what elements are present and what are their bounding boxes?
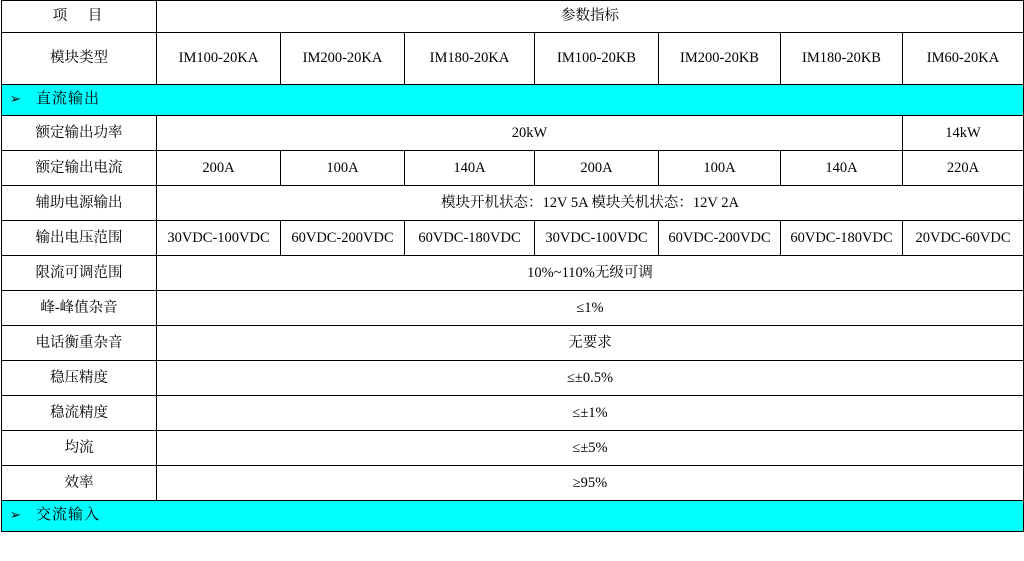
section-label: 交流输入 xyxy=(36,507,101,524)
table-row xyxy=(2,221,1024,256)
table-row xyxy=(2,326,1024,361)
row-value: 30VDC-100VDC xyxy=(157,221,281,256)
table-header-row xyxy=(2,1,1024,33)
table-row xyxy=(2,361,1024,396)
row-label: 均流 xyxy=(2,431,157,466)
module-model-cell: IM200-20KA xyxy=(281,33,405,85)
arrow-right-icon: ➢ xyxy=(10,91,21,107)
specification-table xyxy=(1,0,1024,532)
table-body xyxy=(2,1,1024,532)
table-row xyxy=(2,466,1024,501)
row-value: 140A xyxy=(405,151,535,186)
row-value: 20kW xyxy=(157,116,903,151)
arrow-right-icon: ➢ xyxy=(10,507,21,523)
header-spec-cell: 参数指标 xyxy=(157,1,1024,33)
row-value: ≤1% xyxy=(157,291,1024,326)
section-label: 直流输出 xyxy=(36,91,101,108)
row-label: 效率 xyxy=(2,466,157,501)
row-label: 稳压精度 xyxy=(2,361,157,396)
table-row xyxy=(2,291,1024,326)
module-model-cell: IM180-20KA xyxy=(405,33,535,85)
row-value: 60VDC-200VDC xyxy=(659,221,781,256)
row-label: 额定输出电流 xyxy=(2,151,157,186)
row-value: 60VDC-180VDC xyxy=(405,221,535,256)
row-value: 60VDC-200VDC xyxy=(281,221,405,256)
row-value: ≤±0.5% xyxy=(157,361,1024,396)
row-value: ≤±1% xyxy=(157,396,1024,431)
table-row xyxy=(2,151,1024,186)
row-label: 稳流精度 xyxy=(2,396,157,431)
row-value: 200A xyxy=(535,151,659,186)
row-value: 无要求 xyxy=(157,326,1024,361)
module-model-cell: IM100-20KA xyxy=(157,33,281,85)
row-value: 30VDC-100VDC xyxy=(535,221,659,256)
row-value: ≤±5% xyxy=(157,431,1024,466)
table-row xyxy=(2,396,1024,431)
row-value: 10%~110%无级可调 xyxy=(157,256,1024,291)
module-model-cell: IM200-20KB xyxy=(659,33,781,85)
module-model-cell: IM60-20KA xyxy=(903,33,1024,85)
row-value: 20VDC-60VDC xyxy=(903,221,1024,256)
row-value: ≥95% xyxy=(157,466,1024,501)
row-label: 输出电压范围 xyxy=(2,221,157,256)
section-row-dc-output xyxy=(2,85,1024,116)
module-type-row xyxy=(2,33,1024,85)
row-label: 限流可调范围 xyxy=(2,256,157,291)
table-row xyxy=(2,116,1024,151)
row-value: 100A xyxy=(659,151,781,186)
row-label: 额定输出功率 xyxy=(2,116,157,151)
row-label: 电话衡重杂音 xyxy=(2,326,157,361)
row-value: 模块开机状态：12V 5A 模块关机状态：12V 2A xyxy=(157,186,1024,221)
module-type-label: 模块类型 xyxy=(2,33,157,85)
row-value: 220A xyxy=(903,151,1024,186)
row-label: 峰-峰值杂音 xyxy=(2,291,157,326)
table-row xyxy=(2,256,1024,291)
row-value: 200A xyxy=(157,151,281,186)
row-value: 60VDC-180VDC xyxy=(781,221,903,256)
section-row-ac-input xyxy=(2,501,1024,532)
header-item-label: 项 目 xyxy=(52,8,106,25)
table-row xyxy=(2,431,1024,466)
row-value: 14kW xyxy=(903,116,1024,151)
row-value: 140A xyxy=(781,151,903,186)
row-label: 辅助电源输出 xyxy=(2,186,157,221)
module-model-cell: IM100-20KB xyxy=(535,33,659,85)
header-item-cell xyxy=(2,1,157,33)
section-header-cell xyxy=(2,85,1024,116)
module-model-cell: IM180-20KB xyxy=(781,33,903,85)
section-header-cell xyxy=(2,501,1024,532)
table-row xyxy=(2,186,1024,221)
row-value: 100A xyxy=(281,151,405,186)
